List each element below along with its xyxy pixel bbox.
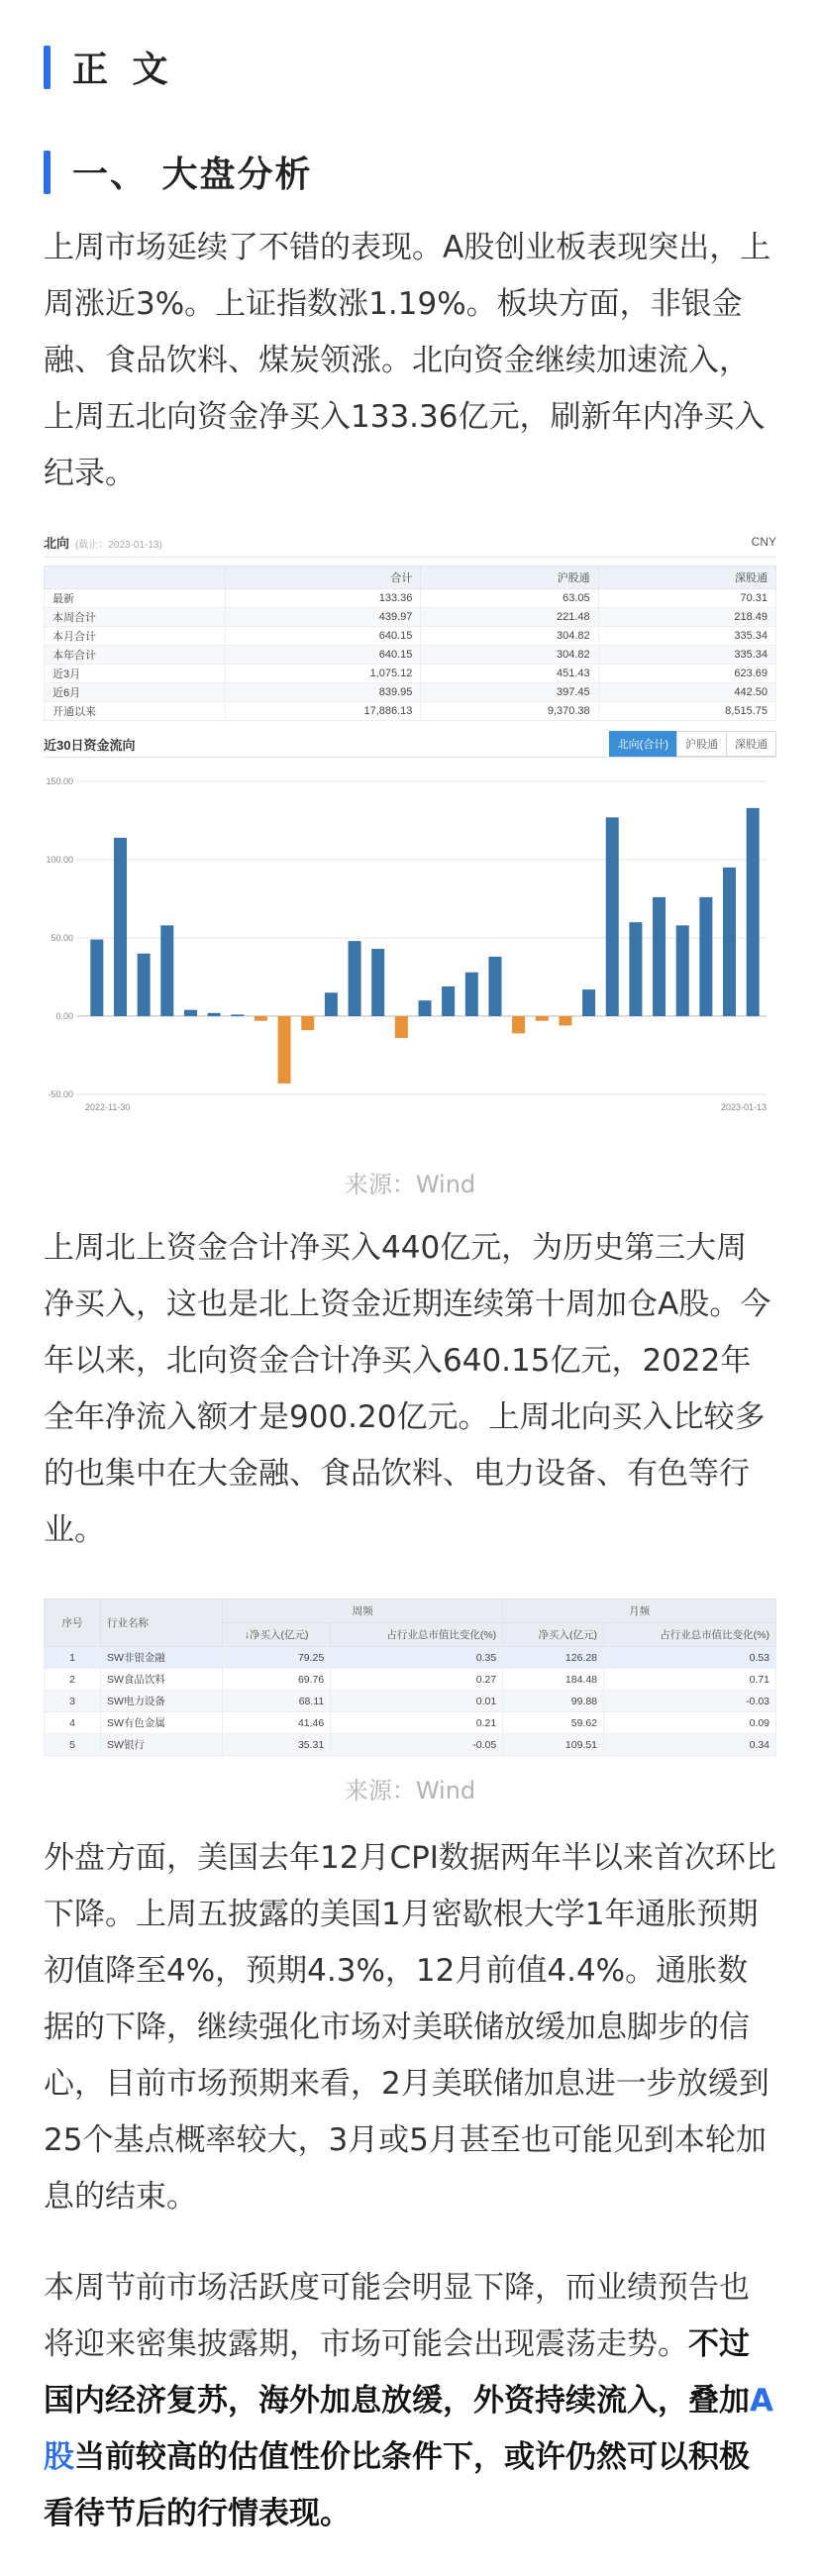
- north-summary-table: [44, 566, 776, 721]
- table-row: [45, 608, 776, 627]
- table-row: [45, 1734, 776, 1756]
- flow-bar: [184, 1010, 197, 1016]
- table-cell: SW电力设备: [101, 1691, 223, 1712]
- table-cell: 184.48: [503, 1669, 604, 1691]
- section-heading: [44, 147, 313, 197]
- table-cell: 59.62: [503, 1712, 604, 1734]
- table-cell: 640.15: [225, 646, 421, 665]
- table-cell: 1: [45, 1647, 101, 1669]
- a-share-link[interactable]: A股: [44, 2383, 773, 2475]
- table-cell: 70.31: [598, 589, 775, 608]
- y-tick-label: 0.00: [55, 1011, 73, 1021]
- table-cell: 68.11: [223, 1691, 331, 1712]
- flow-bar: [418, 1000, 431, 1016]
- flow-bar: [208, 1013, 221, 1016]
- table-cell: 839.95: [225, 683, 421, 702]
- table-row: [45, 1669, 776, 1691]
- y-tick-label: 100.00: [46, 855, 73, 865]
- sortable-net-buy-header[interactable]: ↓净买入(亿元): [223, 1623, 331, 1647]
- table-cell: 0.27: [331, 1669, 503, 1691]
- flow-bar: [138, 954, 151, 1016]
- table-cell: 2: [45, 1669, 101, 1691]
- table-cell: 79.25: [223, 1647, 331, 1669]
- industry-col-header: 序号: [45, 1599, 101, 1647]
- table-cell: 623.69: [598, 665, 775, 683]
- currency-label: CNY: [751, 535, 776, 549]
- paragraph-4-bold-1: 不过国内经济复苏，海外加息放缓，外资持续流入，叠加: [44, 2326, 750, 2419]
- flow-bar: [488, 957, 501, 1016]
- table-cell: 451.43: [421, 665, 598, 683]
- table-cell: 218.49: [598, 608, 775, 627]
- flow-bar: [512, 1016, 525, 1033]
- table-cell: 5: [45, 1734, 101, 1756]
- flow-bar: [582, 989, 595, 1016]
- paragraph-1: 上周市场延续了不错的表现。A股创业板表现突出，上周涨近3%。上证指数涨1.19%。板块方面，非银金融、食品饮料、煤炭领涨。北向资金继续加速流入，上周五北向资金净买入133.36亿元，刷新年内净买入纪录。: [44, 230, 771, 491]
- table-cell: 3: [45, 1691, 101, 1712]
- flow-bar-chart: [44, 758, 776, 1124]
- north-col-header: 沪股通: [421, 567, 598, 589]
- flow-bar: [160, 925, 173, 1016]
- source-caption-1: 来源：Wind: [344, 1171, 476, 1198]
- main-heading-text: 正 文: [72, 50, 174, 90]
- flow-bar: [723, 868, 736, 1016]
- table-row: [45, 1647, 776, 1669]
- industry-flow-table: [44, 1598, 776, 1756]
- table-row: [45, 683, 776, 702]
- y-tick-label: 150.00: [46, 776, 73, 786]
- tab-shanghai-connect[interactable]: 沪股通: [676, 731, 727, 757]
- north-date: (截止：2023-01-13): [75, 539, 162, 551]
- table-cell: 0.71: [604, 1669, 776, 1691]
- table-cell: 397.45: [421, 683, 598, 702]
- table-cell: 0.01: [331, 1691, 503, 1712]
- flow-bar: [231, 1014, 244, 1016]
- y-tick-label: -50.00: [48, 1089, 73, 1099]
- north-card-header: [44, 527, 776, 558]
- paragraph-4-bold-2: 当前较高的估值性价比条件下，或许仍然可以积极看待节后的行情表现。: [44, 2439, 750, 2531]
- flow-bar: [606, 817, 619, 1016]
- flow-bar: [278, 1016, 291, 1083]
- table-cell: 开通以来: [45, 702, 226, 721]
- flow-title: 近30日资金流向: [44, 737, 136, 753]
- table-cell: 304.82: [421, 646, 598, 665]
- main-heading: [44, 42, 174, 92]
- table-cell: 133.36: [225, 589, 421, 608]
- flow-bar: [395, 1016, 408, 1038]
- north-col-header: 深股通: [598, 567, 775, 589]
- flow-bar: [676, 925, 689, 1016]
- table-cell: 近3月: [45, 665, 226, 683]
- north-table-header: [45, 567, 776, 589]
- table-cell: 0.53: [604, 1647, 776, 1669]
- table-cell: SW食品饮料: [101, 1669, 223, 1691]
- table-cell: 0.09: [604, 1712, 776, 1734]
- table-cell: 17,886.13: [225, 702, 421, 721]
- table-cell: SW银行: [101, 1734, 223, 1756]
- table-cell: 9,370.38: [421, 702, 598, 721]
- table-cell: 最新: [45, 589, 226, 608]
- table-row: [45, 665, 776, 683]
- tab-north-total[interactable]: 北向(合计): [609, 731, 677, 757]
- north-flow-card: [44, 527, 776, 1124]
- flow-bar: [747, 808, 760, 1016]
- y-tick-label: 50.00: [51, 933, 73, 943]
- north-col-header: [45, 567, 226, 589]
- flow-bar: [536, 1016, 549, 1021]
- heading-accent-bar: [44, 46, 51, 89]
- heading-accent-bar: [44, 151, 51, 194]
- table-cell: 304.82: [421, 627, 598, 646]
- north-card-title: [44, 533, 162, 552]
- table-cell: 99.88: [503, 1691, 604, 1712]
- paragraph-2: 上周北上资金合计净买入440亿元，为历史第三大周净买入，这也是北上资金近期连续第十周加仓A股。今年以来，北向资金合计净买入640.15亿元，2022年全年净流入额才是900.20亿元。上周北向买入比较多的也集中在大金融、食品饮料、电力设备、有色等行业。: [44, 1230, 771, 1548]
- industry-col-header: 占行业总市值比变化(%): [604, 1623, 776, 1647]
- flow-tabs: [610, 731, 776, 757]
- flow-bar: [559, 1016, 571, 1025]
- table-cell: 近6月: [45, 683, 226, 702]
- table-cell: 本年合计: [45, 646, 226, 665]
- industry-col-header: 净买入(亿元): [503, 1623, 604, 1647]
- table-row: [45, 646, 776, 665]
- flow-bar: [114, 838, 127, 1016]
- table-cell: 335.34: [598, 646, 775, 665]
- table-row: [45, 589, 776, 608]
- flow-bar: [255, 1016, 267, 1021]
- table-cell: 0.21: [331, 1712, 503, 1734]
- table-cell: 109.51: [503, 1734, 604, 1756]
- flow-bar: [325, 992, 338, 1016]
- industry-col-header: 占行业总市值比变化(%): [331, 1623, 503, 1647]
- table-cell: SW有色金属: [101, 1712, 223, 1734]
- paragraph-4-plain: 本周节前市场活跃度可能会明显下降，而业绩预告也将迎来密集披露期，市场可能会出现震荡走势。: [44, 2270, 750, 2362]
- table-row: [45, 627, 776, 646]
- flow-bar: [442, 986, 455, 1016]
- north-title: 北向: [44, 535, 70, 551]
- table-cell: 本月合计: [45, 627, 226, 646]
- paragraph-4: [44, 2260, 776, 2542]
- flow-bar: [371, 949, 384, 1016]
- table-cell: 35.31: [223, 1734, 331, 1756]
- flow-bar: [653, 897, 666, 1016]
- table-cell: 640.15: [225, 627, 421, 646]
- group-month-header: 月频: [503, 1599, 776, 1623]
- flow-bar: [301, 1016, 314, 1030]
- source-caption-2: 来源：Wind: [344, 1777, 476, 1804]
- section-heading-text: 一、 大盘分析: [72, 155, 313, 195]
- x-end-label: 2023-01-13: [720, 1102, 767, 1112]
- table-cell: 69.76: [223, 1669, 331, 1691]
- table-row: [45, 702, 776, 721]
- flow-bar: [349, 941, 361, 1016]
- flow-bar: [699, 897, 712, 1016]
- table-cell: SW非银金融: [101, 1647, 223, 1669]
- table-cell: 439.97: [225, 608, 421, 627]
- table-row: [45, 1691, 776, 1712]
- x-start-label: 2022-11-30: [85, 1102, 131, 1112]
- table-cell: 4: [45, 1712, 101, 1734]
- table-cell: 442.50: [598, 683, 775, 702]
- flow-section-header: [44, 731, 776, 758]
- north-col-header: 合计: [225, 567, 421, 589]
- table-cell: 335.34: [598, 627, 775, 646]
- table-cell: 126.28: [503, 1647, 604, 1669]
- table-cell: 0.34: [604, 1734, 776, 1756]
- table-cell: -0.05: [331, 1734, 503, 1756]
- flow-bar: [90, 940, 103, 1016]
- table-cell: 41.46: [223, 1712, 331, 1734]
- table-cell: 221.48: [421, 608, 598, 627]
- flow-bar: [629, 922, 642, 1016]
- table-cell: 本周合计: [45, 608, 226, 627]
- table-cell: 0.35: [331, 1647, 503, 1669]
- table-cell: 8,515.75: [598, 702, 775, 721]
- table-cell: 63.05: [421, 589, 598, 608]
- industry-col-header: 行业名称: [101, 1599, 223, 1647]
- table-cell: 1,075.12: [225, 665, 421, 683]
- paragraph-3: 外盘方面，美国去年12月CPI数据两年半以来首次环比下降。上周五披露的美国1月密歇根大学1年通胀预期初值降至4%，预期4.3%，12月前值4.4%。通胀数据的下降，继续强化市场对美联储放缓加息脚步的信心，目前市场预期来看，2月美联储加息进一步放缓到25个基点概率较大，3月或5月甚至也可能见到本轮加息的结束。: [44, 1840, 776, 2215]
- table-cell: -0.03: [604, 1691, 776, 1712]
- tab-shenzhen-connect[interactable]: 深股通: [726, 731, 776, 757]
- flow-bar: [465, 973, 478, 1016]
- industry-group-header: [45, 1599, 776, 1623]
- table-row: [45, 1712, 776, 1734]
- group-week-header: 周频: [223, 1599, 503, 1623]
